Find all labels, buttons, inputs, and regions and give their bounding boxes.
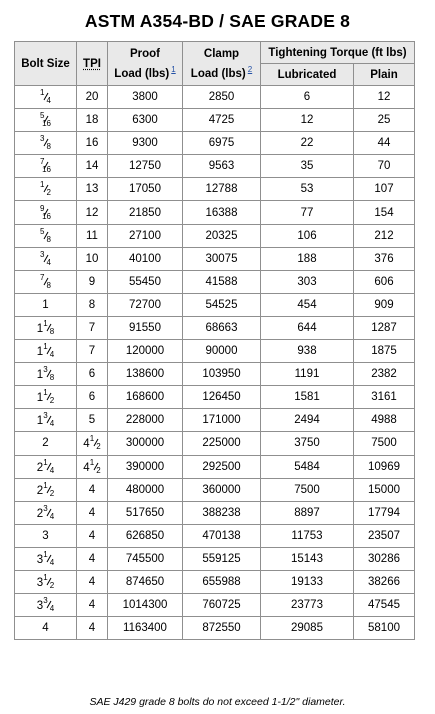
cell-clamp-load: 41588 (183, 270, 261, 293)
cell-proof-load: 55450 (108, 270, 183, 293)
cell-bolt-size (15, 270, 77, 293)
cell-tpi-whole: 4 (88, 599, 96, 612)
cell-bolt-size (15, 293, 77, 316)
cell-proof-load: 91550 (108, 316, 183, 339)
cell-tpi (77, 617, 108, 640)
cell-torque-lubricated: 1581 (261, 386, 354, 409)
fraction-denominator: 8 (46, 142, 51, 152)
fraction-numerator: 7 (40, 272, 45, 282)
fraction-numerator: 1 (40, 88, 45, 98)
cell-proof-load: 21850 (108, 201, 183, 224)
fraction-denominator: 4 (49, 419, 55, 429)
cell-tpi-whole: 4 (83, 461, 90, 474)
fraction-denominator: 2 (46, 188, 51, 198)
header-proof-line2: Load (lbs) (114, 67, 170, 80)
table-row (15, 155, 415, 178)
cell-tpi-whole: 7 (88, 321, 96, 334)
fraction-denominator: 2 (49, 581, 55, 591)
cell-bolt-size (15, 432, 77, 455)
cell-bolt-size-fraction (43, 457, 55, 475)
fraction-denominator: 4 (49, 465, 55, 475)
fraction-numerator: 1 (89, 457, 95, 467)
cell-proof-load: 3800 (108, 86, 183, 109)
cell-tpi-whole: 4 (83, 438, 90, 451)
cell-torque-lubricated: 644 (261, 316, 354, 339)
cell-tpi-whole: 14 (85, 160, 99, 173)
cell-proof-load: 517650 (108, 501, 183, 524)
fraction-denominator: 2 (96, 442, 101, 452)
fraction-numerator: 3 (43, 411, 48, 421)
cell-bolt-size-whole: 1 (36, 346, 44, 359)
header-proof-line1: Proof (129, 47, 161, 60)
table-body (15, 86, 415, 640)
cell-clamp-load: 760725 (183, 594, 261, 617)
fraction-denominator: 8 (49, 326, 55, 336)
cell-clamp-load: 171000 (183, 409, 261, 432)
fraction-denominator: 4 (49, 604, 55, 614)
fraction-numerator: 1 (40, 180, 45, 190)
cell-tpi-whole: 4 (88, 506, 96, 519)
cell-clamp-load: 12788 (183, 178, 261, 201)
cell-torque-plain: 58100 (354, 617, 415, 640)
fraction-numerator: 5 (40, 226, 45, 236)
cell-bolt-size-fraction (40, 272, 51, 290)
cell-bolt-size (15, 594, 77, 617)
cell-torque-plain: 10969 (354, 455, 415, 478)
cell-torque-plain: 12 (354, 86, 415, 109)
cell-tpi-whole: 6 (88, 391, 96, 404)
cell-tpi-fraction (90, 436, 101, 450)
fraction-numerator: 7 (40, 157, 45, 167)
cell-torque-plain: 107 (354, 178, 415, 201)
cell-torque-plain: 30286 (354, 547, 415, 570)
cell-tpi (77, 547, 108, 570)
cell-clamp-load: 225000 (183, 432, 261, 455)
table-row (15, 524, 415, 547)
fraction-numerator: 1 (43, 549, 48, 559)
cell-proof-load: 12750 (108, 155, 183, 178)
cell-bolt-size (15, 201, 77, 224)
fraction-numerator: 3 (43, 503, 48, 513)
cell-proof-load: 390000 (108, 455, 183, 478)
header-tightening-torque: Tightening Torque (ft lbs) (261, 42, 415, 64)
cell-clamp-load: 292500 (183, 455, 261, 478)
cell-tpi-whole: 12 (85, 206, 99, 219)
fraction-numerator: 3 (40, 249, 45, 259)
table-row (15, 270, 415, 293)
cell-tpi (77, 363, 108, 386)
cell-tpi-whole: 9 (88, 275, 96, 288)
cell-tpi-whole: 5 (88, 414, 96, 427)
fraction-denominator: 4 (49, 557, 55, 567)
fraction-numerator: 5 (40, 111, 45, 121)
cell-proof-load: 874650 (108, 570, 183, 593)
cell-torque-lubricated: 29085 (261, 617, 354, 640)
cell-torque-lubricated: 2494 (261, 409, 354, 432)
fraction-numerator: 9 (40, 203, 45, 213)
fraction-numerator: 1 (43, 318, 48, 328)
footnote-link-1[interactable]: 1 (171, 64, 176, 74)
cell-torque-plain: 2382 (354, 363, 415, 386)
cell-proof-load: 17050 (108, 178, 183, 201)
cell-bolt-size-whole: 2 (36, 484, 44, 497)
fraction-denominator: 2 (96, 465, 101, 475)
cell-bolt-size-fraction (43, 503, 55, 521)
fraction-denominator: 4 (46, 257, 51, 267)
header-proof-load (108, 42, 183, 86)
cell-torque-lubricated: 22 (261, 132, 354, 155)
table-row (15, 409, 415, 432)
header-lubricated: Lubricated (261, 64, 354, 86)
fraction-numerator: 3 (43, 365, 48, 375)
cell-torque-plain: 15000 (354, 478, 415, 501)
cell-bolt-size-whole: 2 (36, 507, 44, 520)
cell-bolt-size (15, 178, 77, 201)
fraction-denominator: 4 (49, 511, 55, 521)
cell-torque-lubricated: 1191 (261, 363, 354, 386)
cell-tpi (77, 201, 108, 224)
cell-tpi-whole: 6 (88, 368, 96, 381)
cell-clamp-load: 655988 (183, 570, 261, 593)
fraction-numerator: 3 (40, 134, 45, 144)
fraction-numerator: 1 (43, 388, 48, 398)
cell-tpi-fraction (89, 457, 101, 475)
header-tpi-label: TPI (83, 57, 101, 70)
cell-proof-load: 6300 (108, 109, 183, 132)
cell-proof-load: 72700 (108, 293, 183, 316)
fraction-denominator: 16 (42, 119, 51, 129)
fraction-denominator: 8 (46, 234, 51, 244)
cell-proof-load: 27100 (108, 224, 183, 247)
header-bolt-size: Bolt Size (15, 42, 77, 86)
cell-tpi-whole: 7 (88, 345, 96, 358)
cell-tpi (77, 224, 108, 247)
cell-bolt-size (15, 501, 77, 524)
table-row (15, 86, 415, 109)
cell-torque-plain: 38266 (354, 570, 415, 593)
cell-torque-lubricated: 6 (261, 86, 354, 109)
fraction-denominator: 4 (49, 350, 55, 360)
cell-torque-plain: 17794 (354, 501, 415, 524)
cell-tpi-whole: 10 (85, 252, 99, 265)
cell-proof-load: 40100 (108, 247, 183, 270)
cell-bolt-size-fraction (40, 182, 51, 196)
cell-tpi-whole: 4 (88, 576, 96, 589)
cell-bolt-size (15, 524, 77, 547)
table-row (15, 201, 415, 224)
cell-bolt-size-fraction (43, 344, 54, 358)
cell-bolt-size-whole: 1 (36, 392, 44, 405)
table-row (15, 247, 415, 270)
cell-tpi (77, 570, 108, 593)
cell-bolt-size-fraction (40, 90, 51, 104)
cell-tpi (77, 316, 108, 339)
cell-tpi (77, 432, 108, 455)
cell-torque-lubricated: 12 (261, 109, 354, 132)
header-tpi (77, 42, 108, 86)
cell-torque-lubricated: 188 (261, 247, 354, 270)
fraction-denominator: 2 (49, 488, 55, 498)
cell-bolt-size (15, 109, 77, 132)
cell-bolt-size-fraction (40, 159, 51, 173)
cell-clamp-load: 54525 (183, 293, 261, 316)
cell-bolt-size (15, 247, 77, 270)
cell-torque-plain: 909 (354, 293, 415, 316)
cell-torque-plain: 44 (354, 132, 415, 155)
cell-torque-lubricated: 454 (261, 293, 354, 316)
cell-torque-lubricated: 23773 (261, 594, 354, 617)
fraction-denominator: 8 (49, 373, 55, 383)
table-row (15, 316, 415, 339)
header-clamp-load (183, 42, 261, 86)
cell-bolt-size-fraction (43, 598, 54, 612)
fraction-denominator: 2 (49, 396, 55, 406)
table-row (15, 570, 415, 593)
cell-bolt-size-fraction (43, 318, 55, 336)
cell-bolt-size-whole: 4 (42, 622, 49, 635)
table-row (15, 617, 415, 640)
table-row (15, 132, 415, 155)
cell-tpi (77, 247, 108, 270)
cell-bolt-size (15, 340, 77, 363)
cell-clamp-load: 2850 (183, 86, 261, 109)
cell-bolt-size-fraction (43, 549, 55, 567)
cell-clamp-load: 388238 (183, 501, 261, 524)
cell-torque-lubricated: 53 (261, 178, 354, 201)
cell-clamp-load: 4725 (183, 109, 261, 132)
cell-bolt-size (15, 478, 77, 501)
table-row (15, 109, 415, 132)
cell-bolt-size-whole: 1 (42, 298, 49, 311)
cell-torque-plain: 3161 (354, 386, 415, 409)
table-row (15, 547, 415, 570)
cell-tpi-whole: 4 (88, 483, 96, 496)
table-row (15, 501, 415, 524)
fraction-numerator: 1 (43, 457, 48, 467)
table-row (15, 594, 415, 617)
table-row (15, 455, 415, 478)
cell-bolt-size-fraction (43, 390, 54, 404)
cell-tpi-whole: 4 (88, 552, 96, 565)
cell-tpi (77, 132, 108, 155)
cell-torque-lubricated: 3750 (261, 432, 354, 455)
cell-bolt-size-whole: 3 (36, 553, 44, 566)
cell-tpi-whole: 8 (88, 298, 96, 311)
cell-torque-lubricated: 106 (261, 224, 354, 247)
cell-bolt-size (15, 409, 77, 432)
cell-bolt-size-whole: 2 (36, 461, 44, 474)
fraction-denominator: 8 (46, 280, 51, 290)
cell-tpi (77, 501, 108, 524)
cell-bolt-size (15, 455, 77, 478)
cell-bolt-size-whole: 3 (36, 577, 44, 590)
cell-tpi (77, 270, 108, 293)
fraction-denominator: 4 (46, 96, 51, 106)
cell-tpi (77, 86, 108, 109)
cell-bolt-size-fraction (40, 203, 51, 221)
table-row (15, 432, 415, 455)
cell-bolt-size-fraction (43, 413, 54, 427)
header-clamp-line2: Load (lbs) (190, 67, 246, 80)
header-clamp-line1: Clamp (203, 47, 240, 60)
cell-bolt-size (15, 386, 77, 409)
table-row (15, 178, 415, 201)
cell-tpi-whole: 18 (85, 114, 99, 127)
cell-proof-load: 120000 (108, 340, 183, 363)
cell-torque-lubricated: 303 (261, 270, 354, 293)
footnote-link-2[interactable]: 2 (247, 64, 253, 74)
cell-clamp-load: 6975 (183, 132, 261, 155)
cell-torque-plain: 212 (354, 224, 415, 247)
bolt-spec-table (14, 41, 415, 640)
table-row (15, 363, 415, 386)
cell-bolt-size-fraction (40, 226, 51, 244)
cell-tpi (77, 109, 108, 132)
cell-proof-load: 626850 (108, 524, 183, 547)
cell-proof-load: 300000 (108, 432, 183, 455)
cell-torque-lubricated: 7500 (261, 478, 354, 501)
cell-torque-plain: 1287 (354, 316, 415, 339)
cell-bolt-size-whole: 3 (42, 529, 49, 542)
cell-tpi-whole: 4 (88, 622, 96, 635)
cell-tpi (77, 594, 108, 617)
cell-tpi-whole: 20 (85, 91, 99, 104)
cell-torque-plain: 25 (354, 109, 415, 132)
cell-tpi (77, 293, 108, 316)
cell-clamp-load: 90000 (183, 340, 261, 363)
fraction-numerator: 3 (43, 596, 48, 606)
cell-proof-load: 228000 (108, 409, 183, 432)
fraction-numerator: 1 (89, 434, 95, 444)
fraction-numerator: 1 (43, 342, 48, 352)
cell-tpi-whole: 4 (88, 529, 96, 542)
cell-bolt-size-fraction (43, 367, 54, 381)
cell-tpi-whole: 11 (86, 229, 98, 242)
cell-torque-plain: 7500 (354, 432, 415, 455)
table-row (15, 478, 415, 501)
footnote-text: SAE J429 grade 8 bolts do not exceed 1-1/2" diameter. (89, 696, 346, 708)
cell-clamp-load: 470138 (183, 524, 261, 547)
cell-torque-plain: 70 (354, 155, 415, 178)
cell-clamp-load: 16388 (183, 201, 261, 224)
cell-bolt-size (15, 547, 77, 570)
cell-bolt-size (15, 155, 77, 178)
cell-torque-plain: 154 (354, 201, 415, 224)
cell-bolt-size (15, 86, 77, 109)
cell-bolt-size-whole: 1 (36, 322, 44, 335)
table-row (15, 340, 415, 363)
cell-torque-lubricated: 15143 (261, 547, 354, 570)
cell-torque-lubricated: 77 (261, 201, 354, 224)
cell-torque-plain: 606 (354, 270, 415, 293)
cell-clamp-load: 872550 (183, 617, 261, 640)
cell-tpi (77, 524, 108, 547)
cell-tpi-whole: 13 (85, 183, 99, 196)
cell-proof-load: 1014300 (108, 594, 183, 617)
table-row (15, 386, 415, 409)
cell-torque-lubricated: 11753 (261, 524, 354, 547)
cell-tpi-whole: 16 (85, 137, 99, 150)
cell-clamp-load: 9563 (183, 155, 261, 178)
cell-bolt-size (15, 316, 77, 339)
cell-torque-lubricated: 19133 (261, 570, 354, 593)
cell-torque-plain: 47545 (354, 594, 415, 617)
cell-proof-load: 138600 (108, 363, 183, 386)
cell-proof-load: 168600 (108, 386, 183, 409)
cell-clamp-load: 559125 (183, 547, 261, 570)
cell-bolt-size (15, 617, 77, 640)
fraction-denominator: 16 (42, 165, 51, 175)
cell-torque-plain: 4988 (354, 409, 415, 432)
cell-bolt-size (15, 132, 77, 155)
cell-clamp-load: 103950 (183, 363, 261, 386)
cell-tpi (77, 478, 108, 501)
cell-bolt-size-fraction (43, 480, 55, 498)
cell-torque-plain: 1875 (354, 340, 415, 363)
cell-tpi (77, 386, 108, 409)
cell-torque-plain: 376 (354, 247, 415, 270)
cell-proof-load: 745500 (108, 547, 183, 570)
cell-torque-lubricated: 938 (261, 340, 354, 363)
cell-bolt-size-whole: 2 (42, 437, 49, 450)
cell-clamp-load: 360000 (183, 478, 261, 501)
fraction-denominator: 16 (42, 211, 51, 221)
table-row (15, 224, 415, 247)
cell-bolt-size (15, 224, 77, 247)
cell-proof-load: 480000 (108, 478, 183, 501)
cell-proof-load: 1163400 (108, 617, 183, 640)
table-row (15, 293, 415, 316)
cell-bolt-size-whole: 1 (36, 369, 44, 382)
cell-bolt-size-fraction (40, 113, 51, 127)
fraction-numerator: 1 (43, 480, 48, 490)
cell-torque-lubricated: 35 (261, 155, 354, 178)
cell-bolt-size-whole: 3 (36, 600, 44, 613)
cell-clamp-load: 20325 (183, 224, 261, 247)
cell-torque-plain: 23507 (354, 524, 415, 547)
cell-tpi (77, 409, 108, 432)
cell-bolt-size (15, 363, 77, 386)
cell-clamp-load: 126450 (183, 386, 261, 409)
cell-bolt-size-fraction (40, 136, 51, 150)
cell-bolt-size-whole: 1 (36, 415, 44, 428)
cell-torque-lubricated: 5484 (261, 455, 354, 478)
page-title: ASTM A354-BD / SAE GRADE 8 (84, 11, 351, 31)
fraction-numerator: 1 (43, 573, 48, 583)
cell-bolt-size-fraction (40, 249, 51, 267)
cell-bolt-size-fraction (43, 575, 54, 589)
cell-tpi (77, 178, 108, 201)
cell-clamp-load: 30075 (183, 247, 261, 270)
cell-tpi (77, 455, 108, 478)
cell-tpi (77, 155, 108, 178)
cell-torque-lubricated: 8897 (261, 501, 354, 524)
cell-clamp-load: 68663 (183, 316, 261, 339)
cell-proof-load: 9300 (108, 132, 183, 155)
cell-tpi (77, 340, 108, 363)
header-plain: Plain (354, 64, 415, 86)
cell-bolt-size (15, 570, 77, 593)
